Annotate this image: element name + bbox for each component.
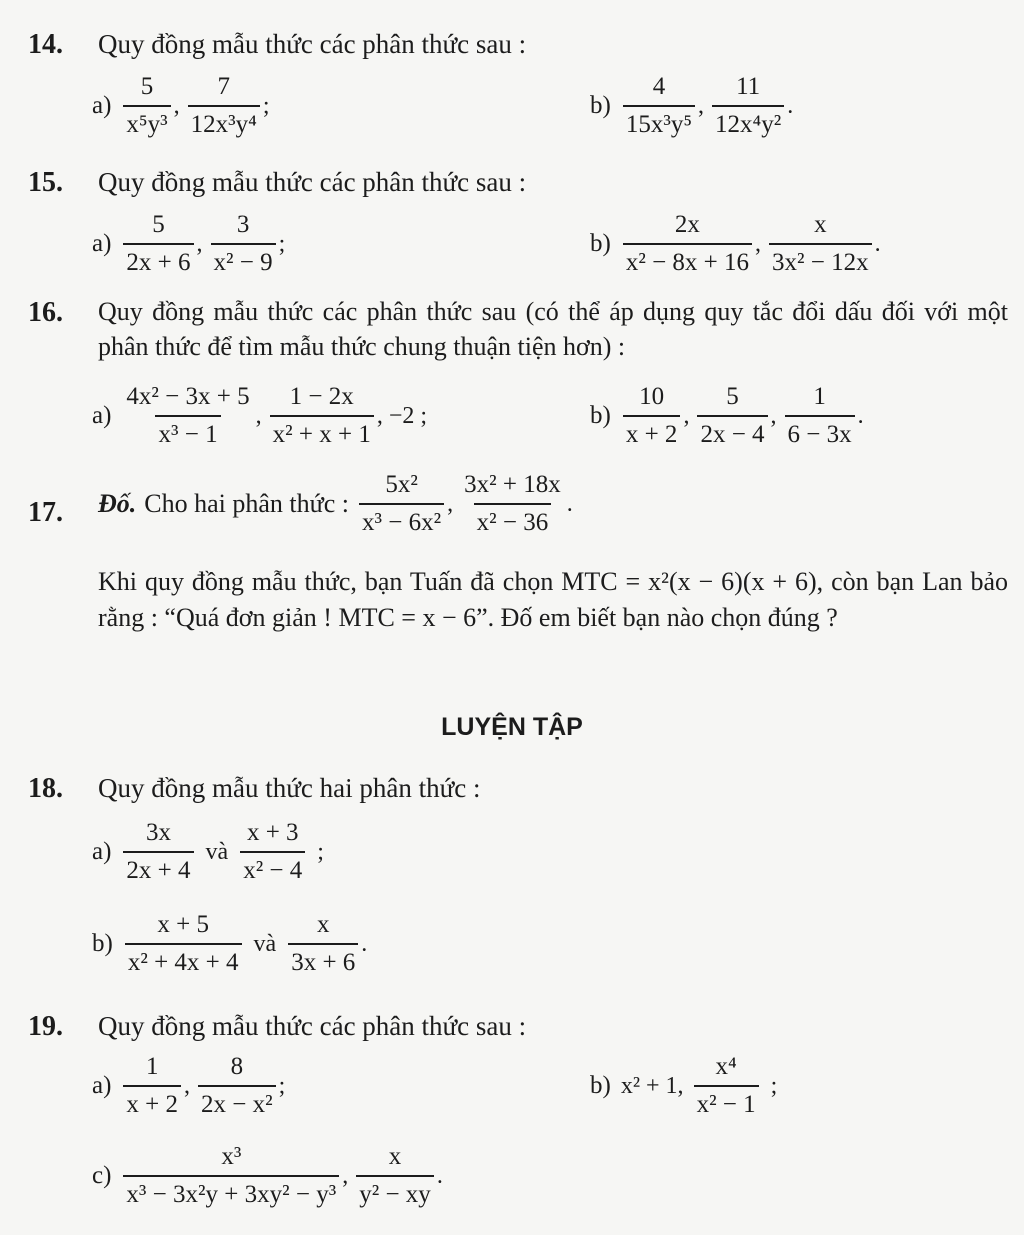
fraction: $\frac{8}{\text{2x − x²}}$ bbox=[198, 1052, 276, 1120]
item-label: c) bbox=[92, 1162, 112, 1189]
fraction: $\frac{x}{3x + 6}$ bbox=[288, 910, 358, 978]
exercise-number: 17. bbox=[28, 497, 63, 528]
exercise-number: 18. bbox=[28, 773, 63, 804]
fraction: $\frac{4}{\text{15x³y⁵}}$ bbox=[623, 72, 695, 140]
exercise-15-a: a) $\frac{5}{2x + 6}$ , $\frac{3}{\text{x² − 9}}$ ; bbox=[92, 211, 286, 276]
exercise-19-c: c) $\frac{\text{x³}}{\text{x³ − 3x²y + 3xy² − y³}}$ , $\frac{x}{\text{y² − xy}}$ . bbox=[92, 1143, 443, 1208]
exercise-19-b: b) x² + 1, $\frac{\text{x⁴}}{\text{x² − 1}}$ ; bbox=[590, 1053, 778, 1118]
item-label: b) bbox=[92, 930, 113, 957]
exercise-number: 19. bbox=[28, 1011, 63, 1042]
item-label: a) bbox=[92, 1072, 112, 1099]
fraction: $\frac{x}{\text{y² − xy}}$ bbox=[356, 1142, 434, 1210]
exercise-14-a: a) $\frac{5}{\text{x⁵y³}}$ , $\frac{7}{\text{12x³y⁴}}$ ; bbox=[92, 73, 270, 138]
fraction: $\frac{1}{6 - 3x}$ bbox=[785, 382, 855, 450]
item-label: a) bbox=[92, 838, 112, 865]
fraction: $\frac{7}{\text{12x³y⁴}}$ bbox=[188, 72, 260, 140]
item-label: a) bbox=[92, 402, 112, 429]
item-label: b) bbox=[590, 402, 611, 429]
item-label: a) bbox=[92, 230, 112, 257]
item-label: b) bbox=[590, 1072, 611, 1099]
exercise-18-b: b) $\frac{x + 5}{\text{x² + 4x + 4}}$ và $\frac{x}{3x + 6}$ . bbox=[92, 911, 368, 976]
fraction: $\frac{10}{x + 2}$ bbox=[623, 382, 681, 450]
exercise-prompt: Quy đồng mẫu thức hai phân thức : bbox=[98, 773, 481, 803]
item-label: b) bbox=[590, 92, 611, 119]
exercise-19-a: a) $\frac{1}{x + 2}$ , $\frac{8}{\text{2x − x²}}$ ; bbox=[92, 1053, 286, 1118]
fraction: $\frac{1 - 2x}{\text{x² + x + 1}}$ bbox=[270, 382, 374, 450]
fraction: $\frac{\text{5x²}}{\text{x³ − 6x²}}$ bbox=[359, 470, 444, 538]
item-label: b) bbox=[590, 230, 611, 257]
fraction: $\frac{\text{x⁴}}{\text{x² − 1}}$ bbox=[694, 1052, 759, 1120]
fraction: $\frac{11}{\text{12x⁴y²}}$ bbox=[712, 72, 784, 140]
exercise-number: 16. bbox=[28, 297, 63, 328]
exercise-number: 14. bbox=[28, 29, 63, 60]
exercise-prompt: Quy đồng mẫu thức các phân thức sau : bbox=[98, 29, 527, 59]
fraction: $\frac{x + 3}{\text{x² − 4}}$ bbox=[240, 818, 305, 886]
exercise-prompt: Quy đồng mẫu thức các phân thức sau (có thể áp dụng quy tắc đổi dấu đối với một phân thức để tìm mẫu thức chung thuận tiện hơn) : bbox=[98, 297, 1008, 362]
exercise-16-b: b) $\frac{10}{x + 2}$ , $\frac{5}{2x - 4}$ , $\frac{1}{6 - 3x}$ . bbox=[590, 383, 864, 448]
exercise-number: 15. bbox=[28, 167, 63, 198]
fraction: $\frac{x + 5}{\text{x² + 4x + 4}}$ bbox=[125, 910, 242, 978]
exercise-14-b: b) $\frac{4}{\text{15x³y⁵}}$ , $\frac{11}{\text{12x⁴y²}}$ . bbox=[590, 73, 794, 138]
exercise-17-statement: Đố. Cho hai phân thức : $\frac{\text{5x²}}{\text{x³ − 6x²}}$ , $\frac{\text{3x² + 18x}}{\text{x² − 36}}$ . bbox=[98, 471, 573, 536]
fraction: $\frac{\text{x³}}{\text{x³ − 3x²y + 3xy² − y³}}$ bbox=[123, 1142, 339, 1210]
exercise-prompt: Quy đồng mẫu thức các phân thức sau : bbox=[98, 1011, 527, 1041]
fraction: $\frac{\text{3x² + 18x}}{\text{x² − 36}}$ bbox=[464, 471, 561, 536]
exercise-15-b: b) $\frac{2x}{\text{x² − 8x + 16}}$ , $\frac{x}{\text{3x² − 12x}}$ . bbox=[590, 211, 881, 276]
item-label: a) bbox=[92, 92, 112, 119]
section-heading: LUYỆN TẬP bbox=[441, 713, 583, 741]
fraction: $\frac{x}{\text{3x² − 12x}}$ bbox=[769, 210, 872, 278]
fraction: $\frac{3}{\text{x² − 9}}$ bbox=[211, 210, 276, 278]
fraction: $\frac{\text{4x² − 3x + 5}}{\text{x³ − 1}}$ bbox=[126, 383, 250, 448]
exercise-title: Đố. bbox=[98, 489, 137, 519]
fraction: $\frac{5}{\text{x⁵y³}}$ bbox=[123, 72, 170, 140]
fraction: $\frac{5}{2x - 4}$ bbox=[697, 382, 767, 450]
exercise-17-body: Khi quy đồng mẫu thức, bạn Tuấn đã chọn MTC = x²(x − 6)(x + 6), còn bạn Lan bảo rằng : “Quá đơn giản ! MTC = x − 6”. Đố em biết bạn nào chọn đúng ? bbox=[98, 567, 1008, 633]
exercise-prompt: Quy đồng mẫu thức các phân thức sau : bbox=[98, 167, 527, 197]
exercise-16-a: a) $\frac{\text{4x² − 3x + 5}}{\text{x³ − 1}}$ , $\frac{1 - 2x}{\text{x² + x + 1}}$ , −2 ; bbox=[92, 383, 428, 448]
fraction: $\frac{2x}{\text{x² − 8x + 16}}$ bbox=[623, 210, 752, 278]
fraction: $\frac{1}{x + 2}$ bbox=[123, 1052, 181, 1120]
fraction: $\frac{5}{2x + 6}$ bbox=[123, 210, 193, 278]
exercise-18-a: a) $\frac{3x}{2x + 4}$ và $\frac{x + 3}{\text{x² − 4}}$ ; bbox=[92, 819, 324, 884]
fraction: $\frac{3x}{2x + 4}$ bbox=[123, 818, 193, 886]
